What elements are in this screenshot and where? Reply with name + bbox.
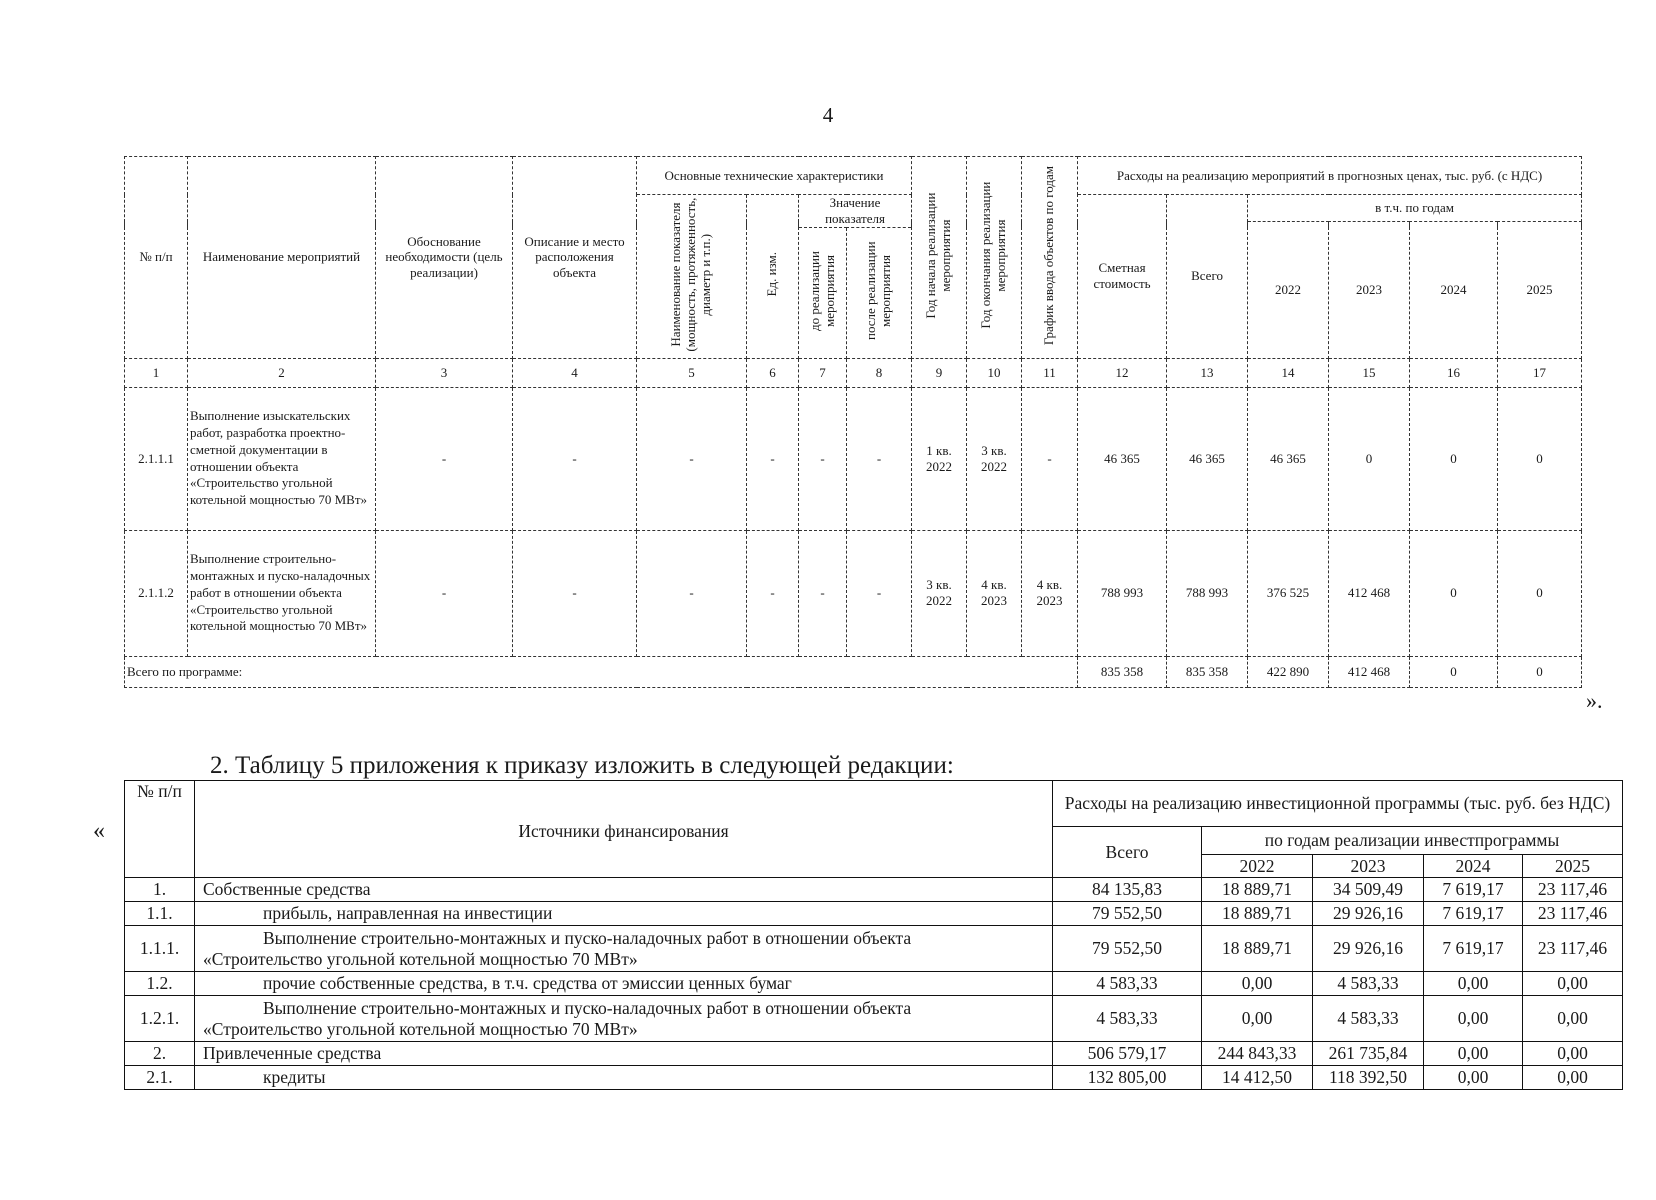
end-cell: 4 кв. 2023 <box>967 530 1022 656</box>
y2025-cell: 0 <box>1498 530 1582 656</box>
total-2023: 412 468 <box>1329 656 1410 687</box>
column-number: 12 <box>1078 358 1167 387</box>
cell: - <box>747 530 799 656</box>
header-by-years: в т.ч. по годам <box>1248 195 1582 222</box>
column-number: 8 <box>847 358 912 387</box>
financing-sources-table <box>124 780 1623 1090</box>
closing-quote: ». <box>1586 688 1603 713</box>
table-row <box>125 972 1623 996</box>
schedule-cell: 4 кв. 2023 <box>1022 530 1078 656</box>
y2025-cell: 23 117,46 <box>1523 902 1623 926</box>
measure-name: Выполнение строительно-монтажных и пуско-наладочных работ в отношении объекта «Строительство угольной котельной мощностью 70 МВт» <box>188 530 376 656</box>
table-row <box>125 1066 1623 1090</box>
cell: - <box>847 530 912 656</box>
y2022-cell: 14 412,50 <box>1202 1066 1313 1090</box>
header-source: Источники финансирования <box>195 781 1053 878</box>
y2023-cell: 118 392,50 <box>1313 1066 1424 1090</box>
column-number: 15 <box>1329 358 1410 387</box>
row-number: 1.2. <box>125 972 195 996</box>
table-row <box>125 926 1623 972</box>
y2025-cell: 0,00 <box>1523 1066 1623 1090</box>
cell: - <box>376 530 513 656</box>
column-number: 6 <box>747 358 799 387</box>
total-2025: 0 <box>1498 656 1582 687</box>
column-number: 17 <box>1498 358 1582 387</box>
y2024-cell: 7 619,17 <box>1424 878 1523 902</box>
header-justification: Обоснование необходимости (цель реализации) <box>376 157 513 359</box>
section-heading: 2. Таблицу 5 приложения к приказу изложить в следующей редакции: <box>210 752 954 779</box>
total-total: 835 358 <box>1167 656 1248 687</box>
start-cell: 3 кв. 2022 <box>912 530 967 656</box>
y2025-cell: 0,00 <box>1523 972 1623 996</box>
y2023-cell: 29 926,16 <box>1313 926 1424 972</box>
header-after: после реализации мероприятия <box>847 227 912 358</box>
table-row <box>125 902 1623 926</box>
column-number: 5 <box>637 358 747 387</box>
header-indicator-name: Наименование показателя (мощность, протяженность, диаметр и т.п.) <box>637 195 747 359</box>
y2022-cell: 18 889,71 <box>1202 926 1313 972</box>
opening-quote: « <box>93 818 105 844</box>
y2022-cell: 244 843,33 <box>1202 1042 1313 1066</box>
source-name: Собственные средства <box>195 878 1053 902</box>
total-cell: 79 552,50 <box>1053 926 1202 972</box>
table-row <box>125 996 1623 1042</box>
cell: - <box>637 387 747 530</box>
cell: - <box>637 530 747 656</box>
cell: - <box>513 530 637 656</box>
header-name: Наименование мероприятий <box>188 157 376 359</box>
header-num: № п/п <box>125 781 195 878</box>
total-cell: 4 583,33 <box>1053 996 1202 1042</box>
column-number: 4 <box>513 358 637 387</box>
source-name: Привлеченные средства <box>195 1042 1053 1066</box>
row-number: 2.1.1.2 <box>125 530 188 656</box>
y2025-cell: 0,00 <box>1523 996 1623 1042</box>
total-estimate: 835 358 <box>1078 656 1167 687</box>
column-number: 9 <box>912 358 967 387</box>
y2023-cell: 261 735,84 <box>1313 1042 1424 1066</box>
estimate-cell: 788 993 <box>1078 530 1167 656</box>
header-unit: Ед. изм. <box>747 195 799 359</box>
header-indicator-value: Значение показателя <box>799 195 912 228</box>
total-cell: 46 365 <box>1167 387 1248 530</box>
cell: - <box>847 387 912 530</box>
header-total: Всего <box>1167 195 1248 359</box>
cell: - <box>376 387 513 530</box>
row-number: 1.2.1. <box>125 996 195 1042</box>
header-2023: 2023 <box>1329 222 1410 359</box>
investment-measures-table <box>124 156 1582 688</box>
row-number: 1.1. <box>125 902 195 926</box>
cell: - <box>747 387 799 530</box>
column-number: 3 <box>376 358 513 387</box>
y2024-cell: 0,00 <box>1424 972 1523 996</box>
header-end-year: Год окончания реализации мероприятия <box>967 157 1022 359</box>
y2022-cell: 18 889,71 <box>1202 902 1313 926</box>
table-row <box>125 530 1582 656</box>
total-cell: 79 552,50 <box>1053 902 1202 926</box>
column-number: 11 <box>1022 358 1078 387</box>
y2023-cell: 29 926,16 <box>1313 902 1424 926</box>
total-cell: 4 583,33 <box>1053 972 1202 996</box>
header-2022: 2022 <box>1248 222 1329 359</box>
total-label: Всего по программе: <box>125 656 1078 687</box>
column-number: 2 <box>188 358 376 387</box>
row-number: 1. <box>125 878 195 902</box>
start-cell: 1 кв. 2022 <box>912 387 967 530</box>
y2024-cell: 0,00 <box>1424 996 1523 1042</box>
y2022-cell: 376 525 <box>1248 530 1329 656</box>
y2024-cell: 0 <box>1410 387 1498 530</box>
table-row <box>125 878 1623 902</box>
header-2024: 2024 <box>1410 222 1498 359</box>
end-cell: 3 кв. 2022 <box>967 387 1022 530</box>
y2022-cell: 46 365 <box>1248 387 1329 530</box>
page-number: 4 <box>822 103 834 127</box>
estimate-cell: 46 365 <box>1078 387 1167 530</box>
header-total: Всего <box>1053 827 1202 878</box>
header-2025: 2025 <box>1523 855 1623 878</box>
y2025-cell: 0,00 <box>1523 1042 1623 1066</box>
column-number: 10 <box>967 358 1022 387</box>
source-name: прибыль, направленная на инвестиции <box>195 902 1053 926</box>
y2023-cell: 4 583,33 <box>1313 972 1424 996</box>
y2023-cell: 0 <box>1329 387 1410 530</box>
y2025-cell: 23 117,46 <box>1523 878 1623 902</box>
column-number: 14 <box>1248 358 1329 387</box>
y2023-cell: 4 583,33 <box>1313 996 1424 1042</box>
source-name: Выполнение строительно-монтажных и пуско-наладочных работ в отношении объекта «Строительство угольной котельной мощностью 70 МВт» <box>195 996 1053 1042</box>
source-name: кредиты <box>195 1066 1053 1090</box>
header-estimate: Сметная стоимость <box>1078 195 1167 359</box>
total-2024: 0 <box>1410 656 1498 687</box>
header-tech: Основные технические характеристики <box>637 157 912 195</box>
row-number: 2.1. <box>125 1066 195 1090</box>
row-number: 2. <box>125 1042 195 1066</box>
table-row <box>125 1042 1623 1066</box>
column-number: 13 <box>1167 358 1248 387</box>
header-start-year: Год начала реализации мероприятия <box>912 157 967 359</box>
y2024-cell: 0,00 <box>1424 1066 1523 1090</box>
header-description: Описание и место расположения объекта <box>513 157 637 359</box>
header-2025: 2025 <box>1498 222 1582 359</box>
total-cell: 788 993 <box>1167 530 1248 656</box>
y2024-cell: 0,00 <box>1424 1042 1523 1066</box>
header-2022: 2022 <box>1202 855 1313 878</box>
measure-name: Выполнение изыскательских работ, разработка проектно-сметной документации в отношении объекта «Строительство угольной котельной мощностью 70 МВт» <box>188 387 376 530</box>
y2024-cell: 7 619,17 <box>1424 902 1523 926</box>
row-number: 2.1.1.1 <box>125 387 188 530</box>
header-costs: Расходы на реализацию мероприятий в прогнозных ценах, тыс. руб. (с НДС) <box>1078 157 1582 195</box>
y2025-cell: 0 <box>1498 387 1582 530</box>
y2022-cell: 0,00 <box>1202 996 1313 1042</box>
total-2022: 422 890 <box>1248 656 1329 687</box>
header-num: № п/п <box>125 157 188 359</box>
column-number: 7 <box>799 358 847 387</box>
y2024-cell: 7 619,17 <box>1424 926 1523 972</box>
table-row <box>125 387 1582 530</box>
source-name: прочие собственные средства, в т.ч. средства от эмиссии ценных бумаг <box>195 972 1053 996</box>
header-before: до реализации мероприятия <box>799 227 847 358</box>
total-row <box>125 656 1582 687</box>
column-number: 16 <box>1410 358 1498 387</box>
y2022-cell: 18 889,71 <box>1202 878 1313 902</box>
schedule-cell: - <box>1022 387 1078 530</box>
y2024-cell: 0 <box>1410 530 1498 656</box>
y2022-cell: 0,00 <box>1202 972 1313 996</box>
header-2024: 2024 <box>1424 855 1523 878</box>
total-cell: 132 805,00 <box>1053 1066 1202 1090</box>
y2023-cell: 412 468 <box>1329 530 1410 656</box>
cell: - <box>799 387 847 530</box>
header-by-years: по годам реализации инвестпрограммы <box>1202 827 1623 855</box>
header-2023: 2023 <box>1313 855 1424 878</box>
total-cell: 506 579,17 <box>1053 1042 1202 1066</box>
header-costs: Расходы на реализацию инвестиционной программы (тыс. руб. без НДС) <box>1053 781 1623 827</box>
source-name: Выполнение строительно-монтажных и пуско-наладочных работ в отношении объекта «Строительство угольной котельной мощностью 70 МВт» <box>195 926 1053 972</box>
total-cell: 84 135,83 <box>1053 878 1202 902</box>
header-schedule: График ввода объектов по годам <box>1022 157 1078 359</box>
y2025-cell: 23 117,46 <box>1523 926 1623 972</box>
cell: - <box>799 530 847 656</box>
column-number: 1 <box>125 358 188 387</box>
row-number: 1.1.1. <box>125 926 195 972</box>
cell: - <box>513 387 637 530</box>
y2023-cell: 34 509,49 <box>1313 878 1424 902</box>
